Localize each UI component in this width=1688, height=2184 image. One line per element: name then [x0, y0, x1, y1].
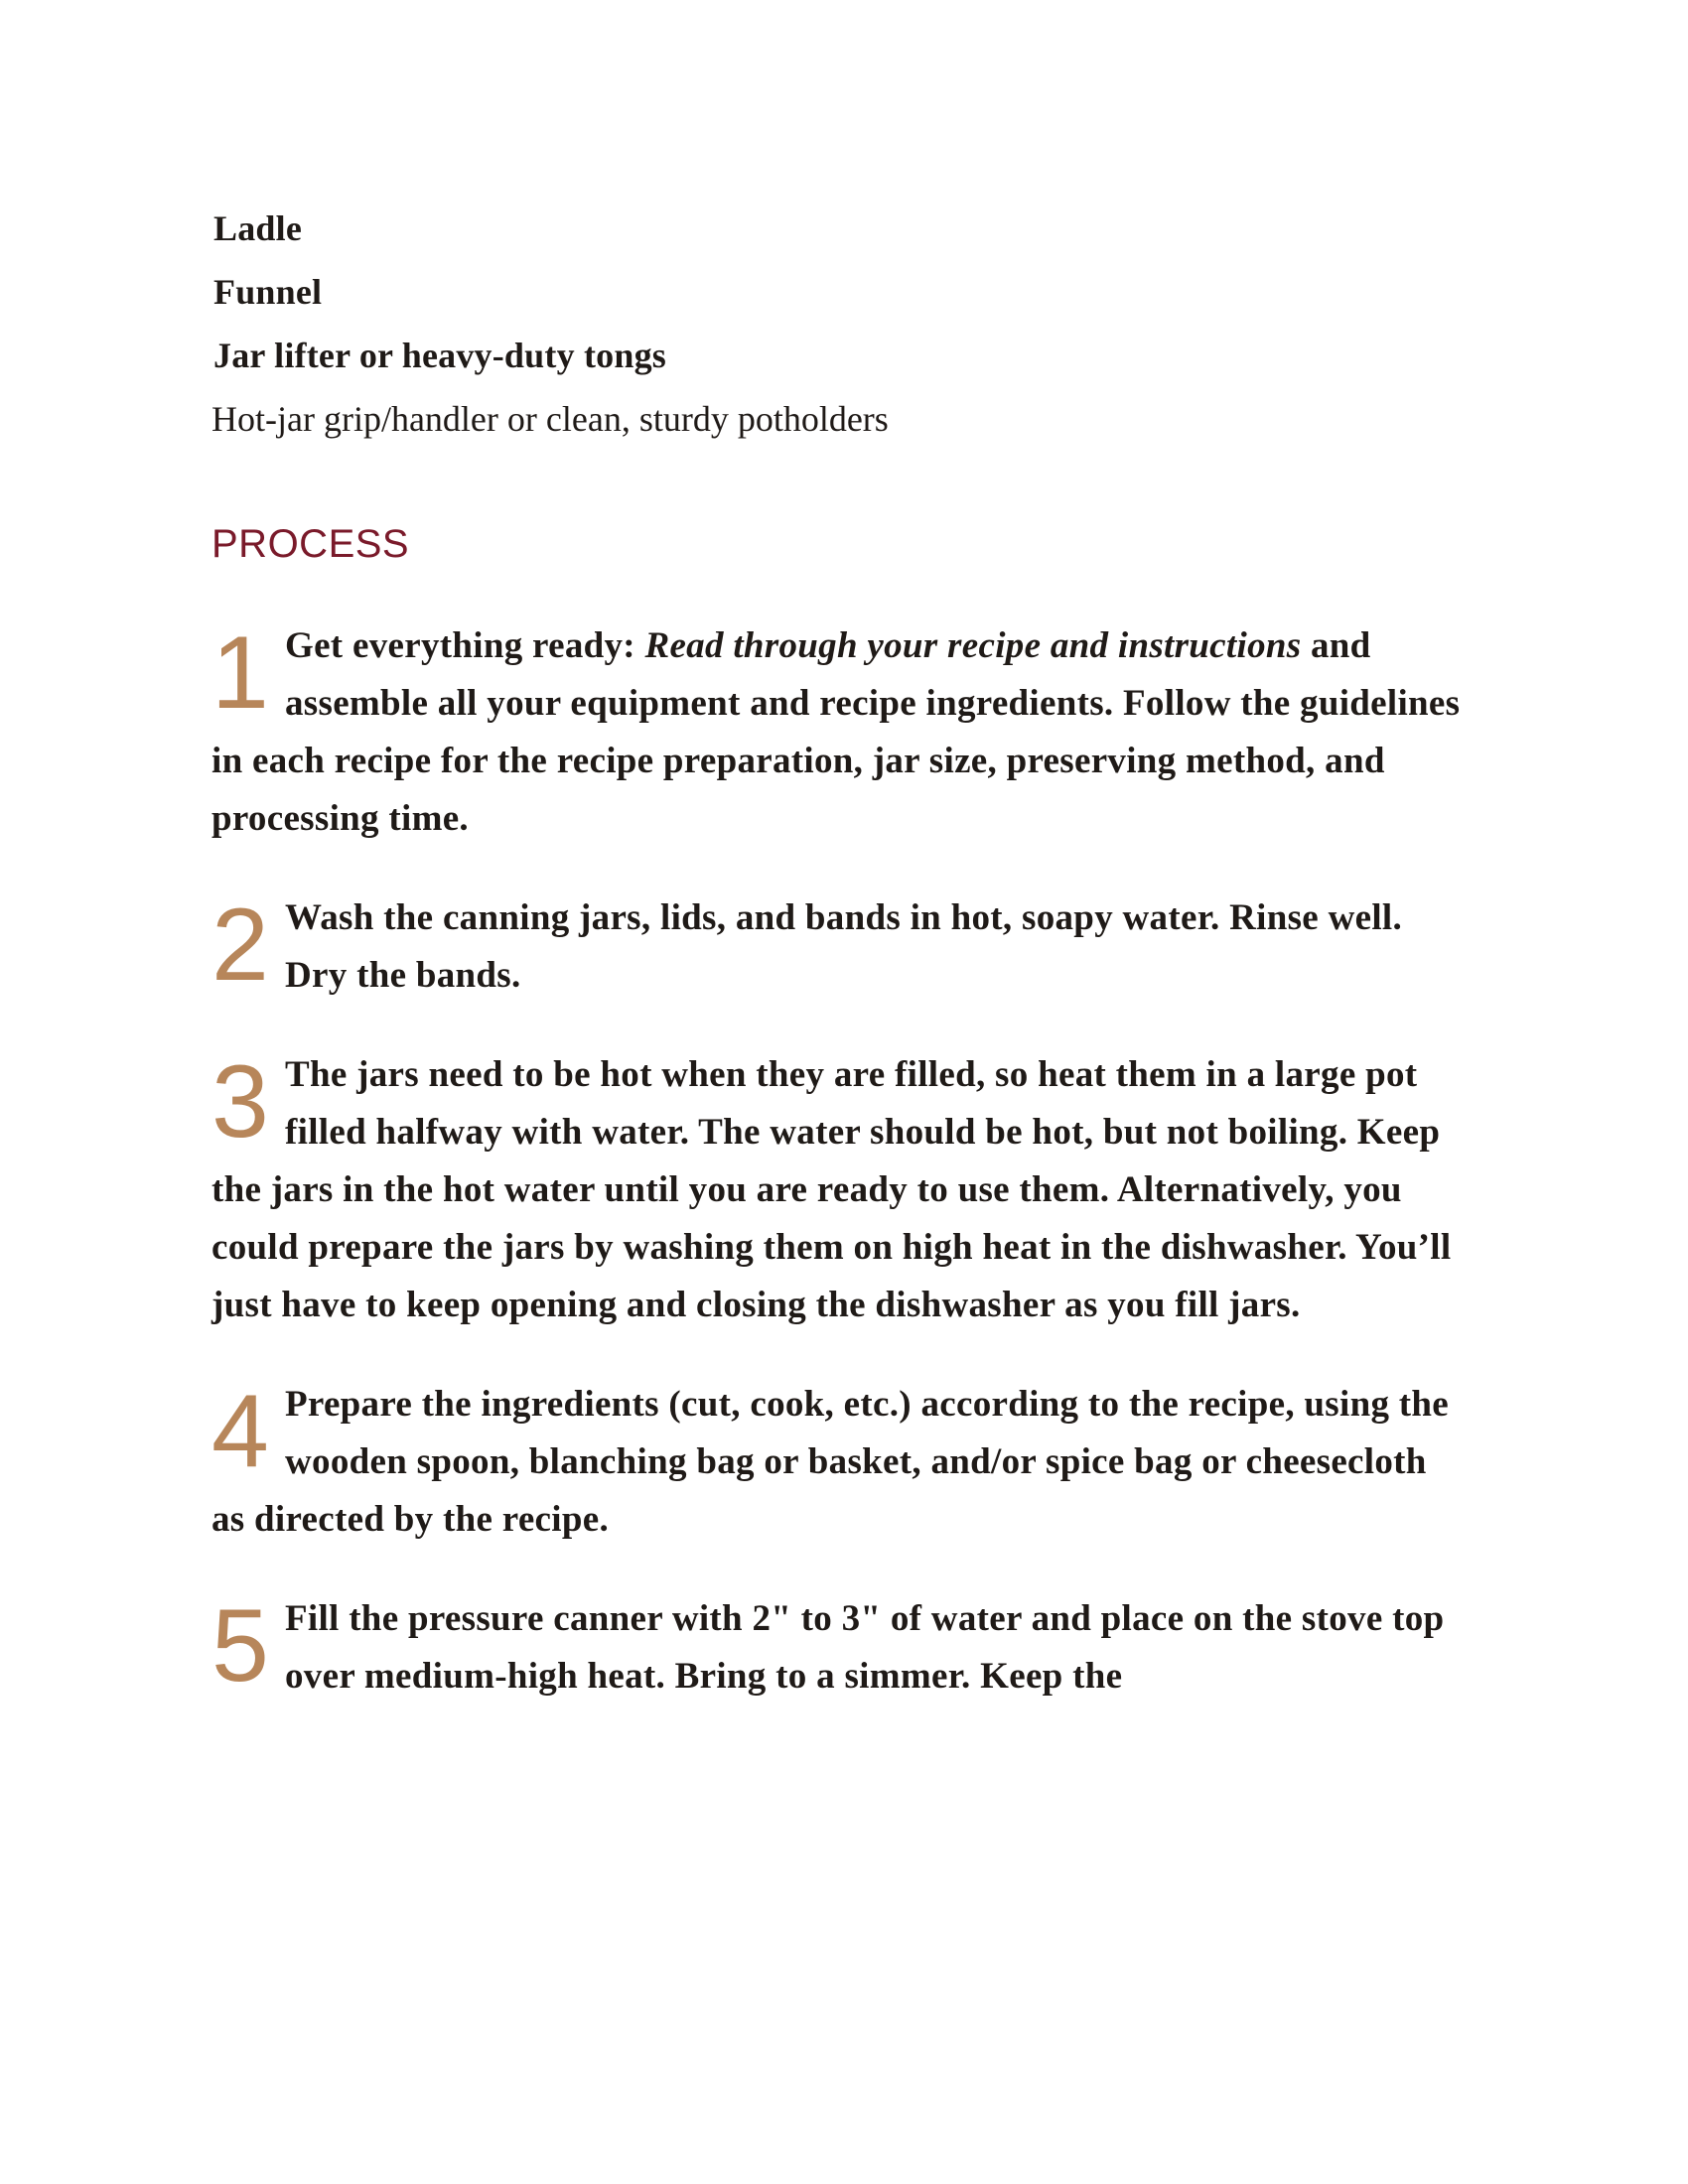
process-step-3 — [211, 1046, 1468, 1334]
step-rest-text: and assemble all your equipment and recipe ingredients. Follow the guidelines in each recipe for the recipe preparation, jar size, preserving method, and processing time. — [211, 625, 1461, 839]
equipment-item-jar-lifter: Jar lifter or heavy-duty tongs — [213, 336, 666, 375]
equipment-item-hot-jar-grip: Hot-jar grip/handler or clean, sturdy potholders — [211, 399, 889, 439]
step-text — [211, 615, 1461, 839]
process-step-4 — [211, 1376, 1468, 1549]
step-text: Wash the canning jars, lids, and bands in hot, soapy water. Rinse well. Dry the bands. — [285, 897, 1403, 996]
step-text: Prepare the ingredients (cut, cook, etc.) according to the recipe, using the wooden spoon, blanching bag or basket, and/or spice bag or cheesecloth as directed by the recipe. — [211, 1384, 1450, 1540]
step-lead-text: Get everything ready: — [285, 625, 645, 666]
equipment-item-ladle: Ladle — [213, 208, 303, 248]
step-number: 1 — [211, 615, 270, 731]
step-number: 3 — [211, 1044, 270, 1160]
process-step-5 — [211, 1590, 1468, 1706]
step-text: The jars need to be hot when they are filled, so heat them in a large pot filled halfway with water. The water should be hot, but not boiling. Keep the jars in the hot water until you are ready to use them. Alternatively, you could prepare the jars by washing them on high heat in the dishwasher. You’ll just have to keep opening and closing the dishwasher as you fill jars. — [211, 1054, 1452, 1325]
step-number: 4 — [211, 1374, 270, 1489]
process-step-2 — [211, 889, 1468, 1005]
equipment-list — [211, 197, 1453, 451]
document-page — [211, 0, 1482, 2184]
equipment-item-funnel: Funnel — [213, 272, 323, 312]
step-emphasis-text: Read through your recipe and instructions — [644, 625, 1302, 666]
step-number: 2 — [211, 887, 270, 1003]
process-steps — [211, 617, 1468, 1747]
step-number: 5 — [211, 1588, 270, 1704]
process-heading: PROCESS — [211, 522, 410, 566]
process-step-1 — [211, 617, 1468, 848]
step-text: Fill the pressure canner with 2" to 3" of water and place on the stove top over medium-high heat. Bring to a simmer. Keep the — [285, 1598, 1445, 1697]
